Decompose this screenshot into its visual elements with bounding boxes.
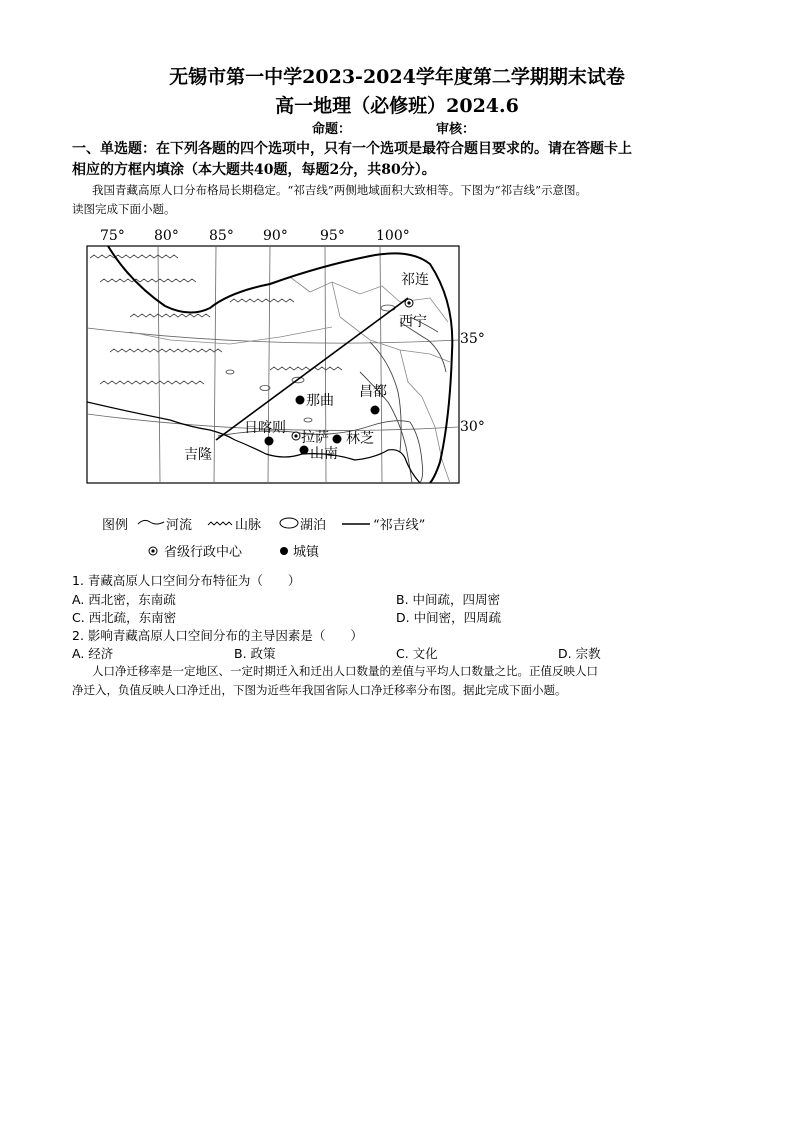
label-xining: 西宁 bbox=[399, 314, 427, 330]
question-2-stem: 2. 影响青藏高原人口空间分布的主导因素是（ ） bbox=[72, 628, 363, 643]
legend-lake-symbol bbox=[280, 518, 298, 528]
lon-label-95: 95° bbox=[320, 228, 345, 244]
label-changdu: 昌都 bbox=[359, 384, 387, 400]
legend-mountain-symbol bbox=[208, 522, 232, 525]
label-lasa: 拉萨 bbox=[301, 430, 329, 446]
reviewer-label: 审核： bbox=[436, 122, 476, 137]
section-heading-line2: 相应的方框内填涂（本大题共40题，每题2分，共80分）。 bbox=[72, 162, 436, 178]
legend-mountain: 山脉 bbox=[235, 518, 262, 533]
intro2-line1: 人口净迁移率是一定地区、一定时期迁入和迁出人口数量的差值与平均人口数量之比。正值反映人口 bbox=[92, 664, 598, 678]
legend-river: 河流 bbox=[166, 518, 193, 533]
question-1-option-c[interactable]: C. 西北疏，东南密 bbox=[72, 610, 177, 625]
legend-title: 图例 bbox=[102, 518, 129, 533]
qiji-line bbox=[216, 298, 408, 440]
label-rikaze: 日喀则 bbox=[244, 420, 286, 436]
lon-label-80: 80° bbox=[154, 228, 179, 244]
intro2-line2: 净迁入，负值反映人口净迁出，下图为近些年我国省际人口净迁移率分布图。据此完成下面小题。 bbox=[72, 683, 567, 697]
exam-subtitle: 高一地理（必修班）2024.6 bbox=[275, 95, 519, 117]
naqu-marker bbox=[296, 396, 305, 405]
legend-provincial-center: 省级行政中心 bbox=[164, 545, 243, 560]
question-2-option-a[interactable]: A. 经济 bbox=[72, 646, 114, 661]
question-1-option-a[interactable]: A. 西北密，东南疏 bbox=[72, 592, 176, 607]
qiji-line-map bbox=[70, 222, 510, 562]
legend-lake: 湖泊 bbox=[300, 518, 327, 533]
label-jilong: 吉隆 bbox=[184, 447, 212, 463]
question-2-option-d[interactable]: D. 宗教 bbox=[558, 646, 601, 661]
question-1-stem: 1. 青藏高原人口空间分布特征为（ ） bbox=[72, 573, 301, 588]
lon-label-100: 100° bbox=[376, 228, 410, 244]
shannan-marker bbox=[300, 446, 309, 455]
lasa-marker bbox=[292, 432, 300, 440]
legend-qiji-line: “祁吉线” bbox=[373, 518, 426, 533]
lon-label-85: 85° bbox=[209, 228, 234, 244]
lat-label-30: 30° bbox=[460, 419, 485, 435]
label-qilian: 祁连 bbox=[401, 272, 429, 288]
linzhi-marker bbox=[333, 435, 342, 444]
province-boundaries bbox=[130, 277, 450, 483]
lon-label-75: 75° bbox=[100, 228, 125, 244]
exam-title: 无锡市第一中学2023-2024学年度第二学期期末试卷 bbox=[169, 66, 625, 88]
intro1-line2: 读图完成下面小题。 bbox=[72, 202, 176, 216]
question-1-option-b[interactable]: B. 中间疏，四周密 bbox=[396, 592, 501, 607]
label-shannan: 山南 bbox=[310, 446, 338, 462]
question-2-option-c[interactable]: C. 文化 bbox=[396, 646, 438, 661]
section-heading-line1: 一、单选题：在下列各题的四个选项中，只有一个选项是最符合题目要求的。请在答题卡上 bbox=[72, 141, 632, 157]
legend-town-symbol bbox=[280, 547, 288, 555]
rikaze-marker bbox=[265, 437, 274, 446]
legend-river-symbol bbox=[138, 520, 164, 524]
changdu-marker bbox=[371, 406, 380, 415]
question-1-option-d[interactable]: D. 中间密，四周疏 bbox=[396, 610, 502, 625]
lat-label-35: 35° bbox=[460, 331, 485, 347]
map-legend bbox=[102, 517, 425, 560]
parallels bbox=[87, 328, 459, 430]
label-naqu: 那曲 bbox=[306, 393, 334, 409]
xining-marker bbox=[405, 299, 413, 307]
legend-town: 城镇 bbox=[293, 545, 320, 560]
question-2-option-b[interactable]: B. 政策 bbox=[234, 646, 276, 661]
lon-label-90: 90° bbox=[263, 228, 288, 244]
intro1-line1: 我国青藏高原人口分布格局长期稳定。“祁吉线”两侧地域面积大致相等。下图为“祁吉线”示意图。 bbox=[92, 183, 588, 197]
setter-label: 命题： bbox=[312, 122, 352, 137]
label-linzhi: 林芝 bbox=[346, 431, 374, 447]
